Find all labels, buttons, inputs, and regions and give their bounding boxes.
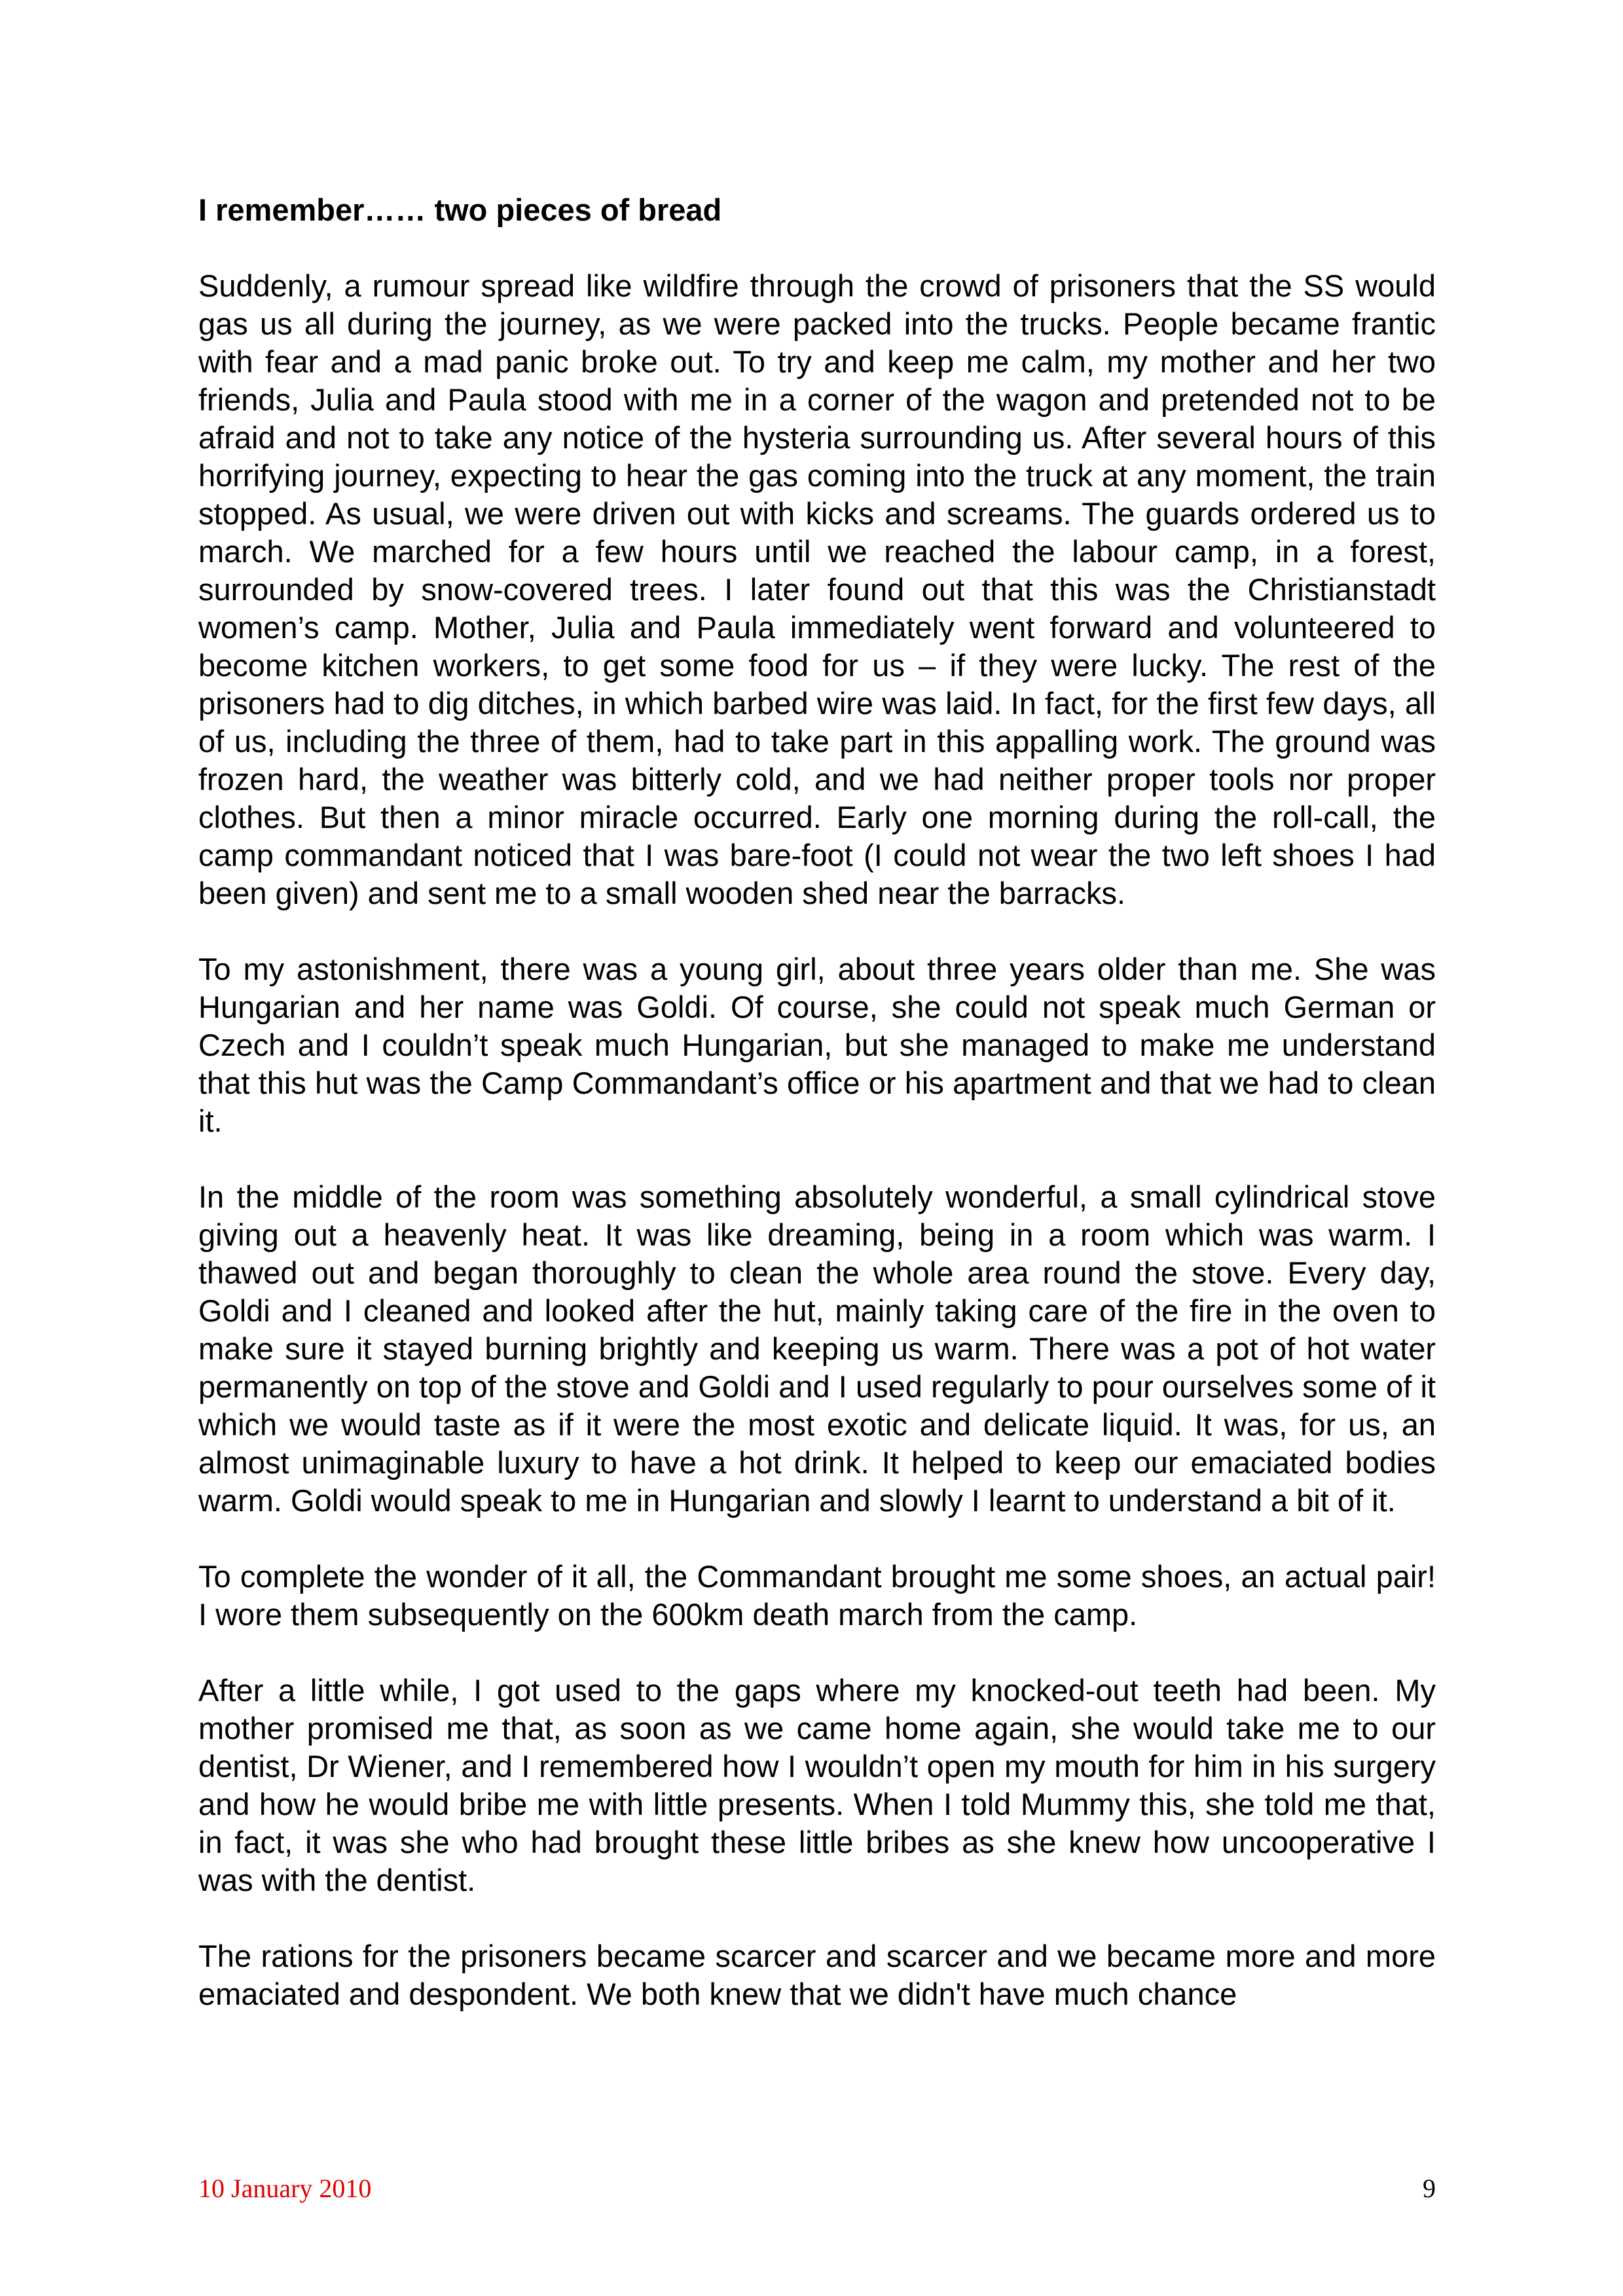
paragraph: After a little while, I got used to the gaps where my knocked-out teeth had been. My mother promised me that, as soon as we came home again, she would take me to our dentist, Dr Wiener, and I remembered how I wouldn’t open my mouth for him in his surgery and how he would bribe me with little presents. When I told Mummy this, she told me that, in fact, it was she who had brought these little bribes as she knew how uncooperative I was with the dentist. — [198, 1673, 1436, 1897]
document-title: I remember…… two pieces of bread — [198, 192, 722, 227]
paragraph: In the middle of the room was something absolutely wonderful, a small cylindrical stove giving out a heavenly heat. It was like dreaming, being in a room which was warm. I thawed out and began thoroughly to clean the whole area round the stove. Every day, Goldi and I cleaned and looked after the hut, mainly taking care of the fire in the oven to make sure it stayed burning brightly and keeping us warm. There was a pot of hot water permanently on top of the stove and Goldi and I used regularly to pour ourselves some of it which we would taste as if it were the most exotic and delicate liquid. It was, for us, an almost unimaginable luxury to have a hot drink. It helped to keep our emaciated bodies warm. Goldi would speak to me in Hungarian and slowly I learnt to understand a bit of it. — [198, 1179, 1436, 1518]
paragraph: To complete the wonder of it all, the Commandant brought me some shoes, an actual pair! I wore them subsequently on the 600km death march from the camp. — [198, 1559, 1436, 1632]
paragraph: Suddenly, a rumour spread like wildfire through the crowd of prisoners that the SS would gas us all during the journey, as we were packed into the trucks. People became frantic with fear and a mad panic broke out. To try and keep me calm, my mother and her two friends, Julia and Paula stood with me in a corner of the wagon and pretended not to be afraid and not to take any notice of the hysteria surrounding us. After several hours of this horrifying journey, expecting to hear the gas coming into the truck at any moment, the train stopped. As usual, we were driven out with kicks and screams. The guards ordered us to march. We marched for a few hours until we reached the labour camp, in a forest, surrounded by snow-covered trees. I later found out that this was the Christianstadt women’s camp. Mother, Julia and Paula immediately went forward and volunteered to become kitchen workers, to get some food for us – if they were lucky. The rest of the prisoners had to dig ditches, in which barbed wire was laid. In fact, for the first few days, all of us, including the three of them, had to take part in this appalling work. The ground was frozen hard, the weather was bitterly cold, and we had neither proper tools nor proper clothes. But then a minor miracle occurred. Early one morning during the roll-call, the camp commandant noticed that I was bare-foot (I could not wear the two left shoes I had been given) and sent me to a small wooden shed near the barracks. — [198, 268, 1436, 910]
document-body — [198, 191, 1436, 2051]
paragraph: The rations for the prisoners became scarcer and scarcer and we became more and more emaciated and despondent. We both knew that we didn't have much chance — [198, 1939, 1436, 2011]
footer-date: 10 January 2010 — [198, 2174, 372, 2203]
paragraph: To my astonishment, there was a young girl, about three years older than me. She was Hungarian and her name was Goldi. Of course, she could not speak much German or Czech and I couldn’t speak much Hungarian, but she managed to make me understand that this hut was the Camp Commandant’s office or his apartment and that we had to clean it. — [198, 952, 1436, 1138]
page-number: 9 — [1423, 2174, 1436, 2203]
